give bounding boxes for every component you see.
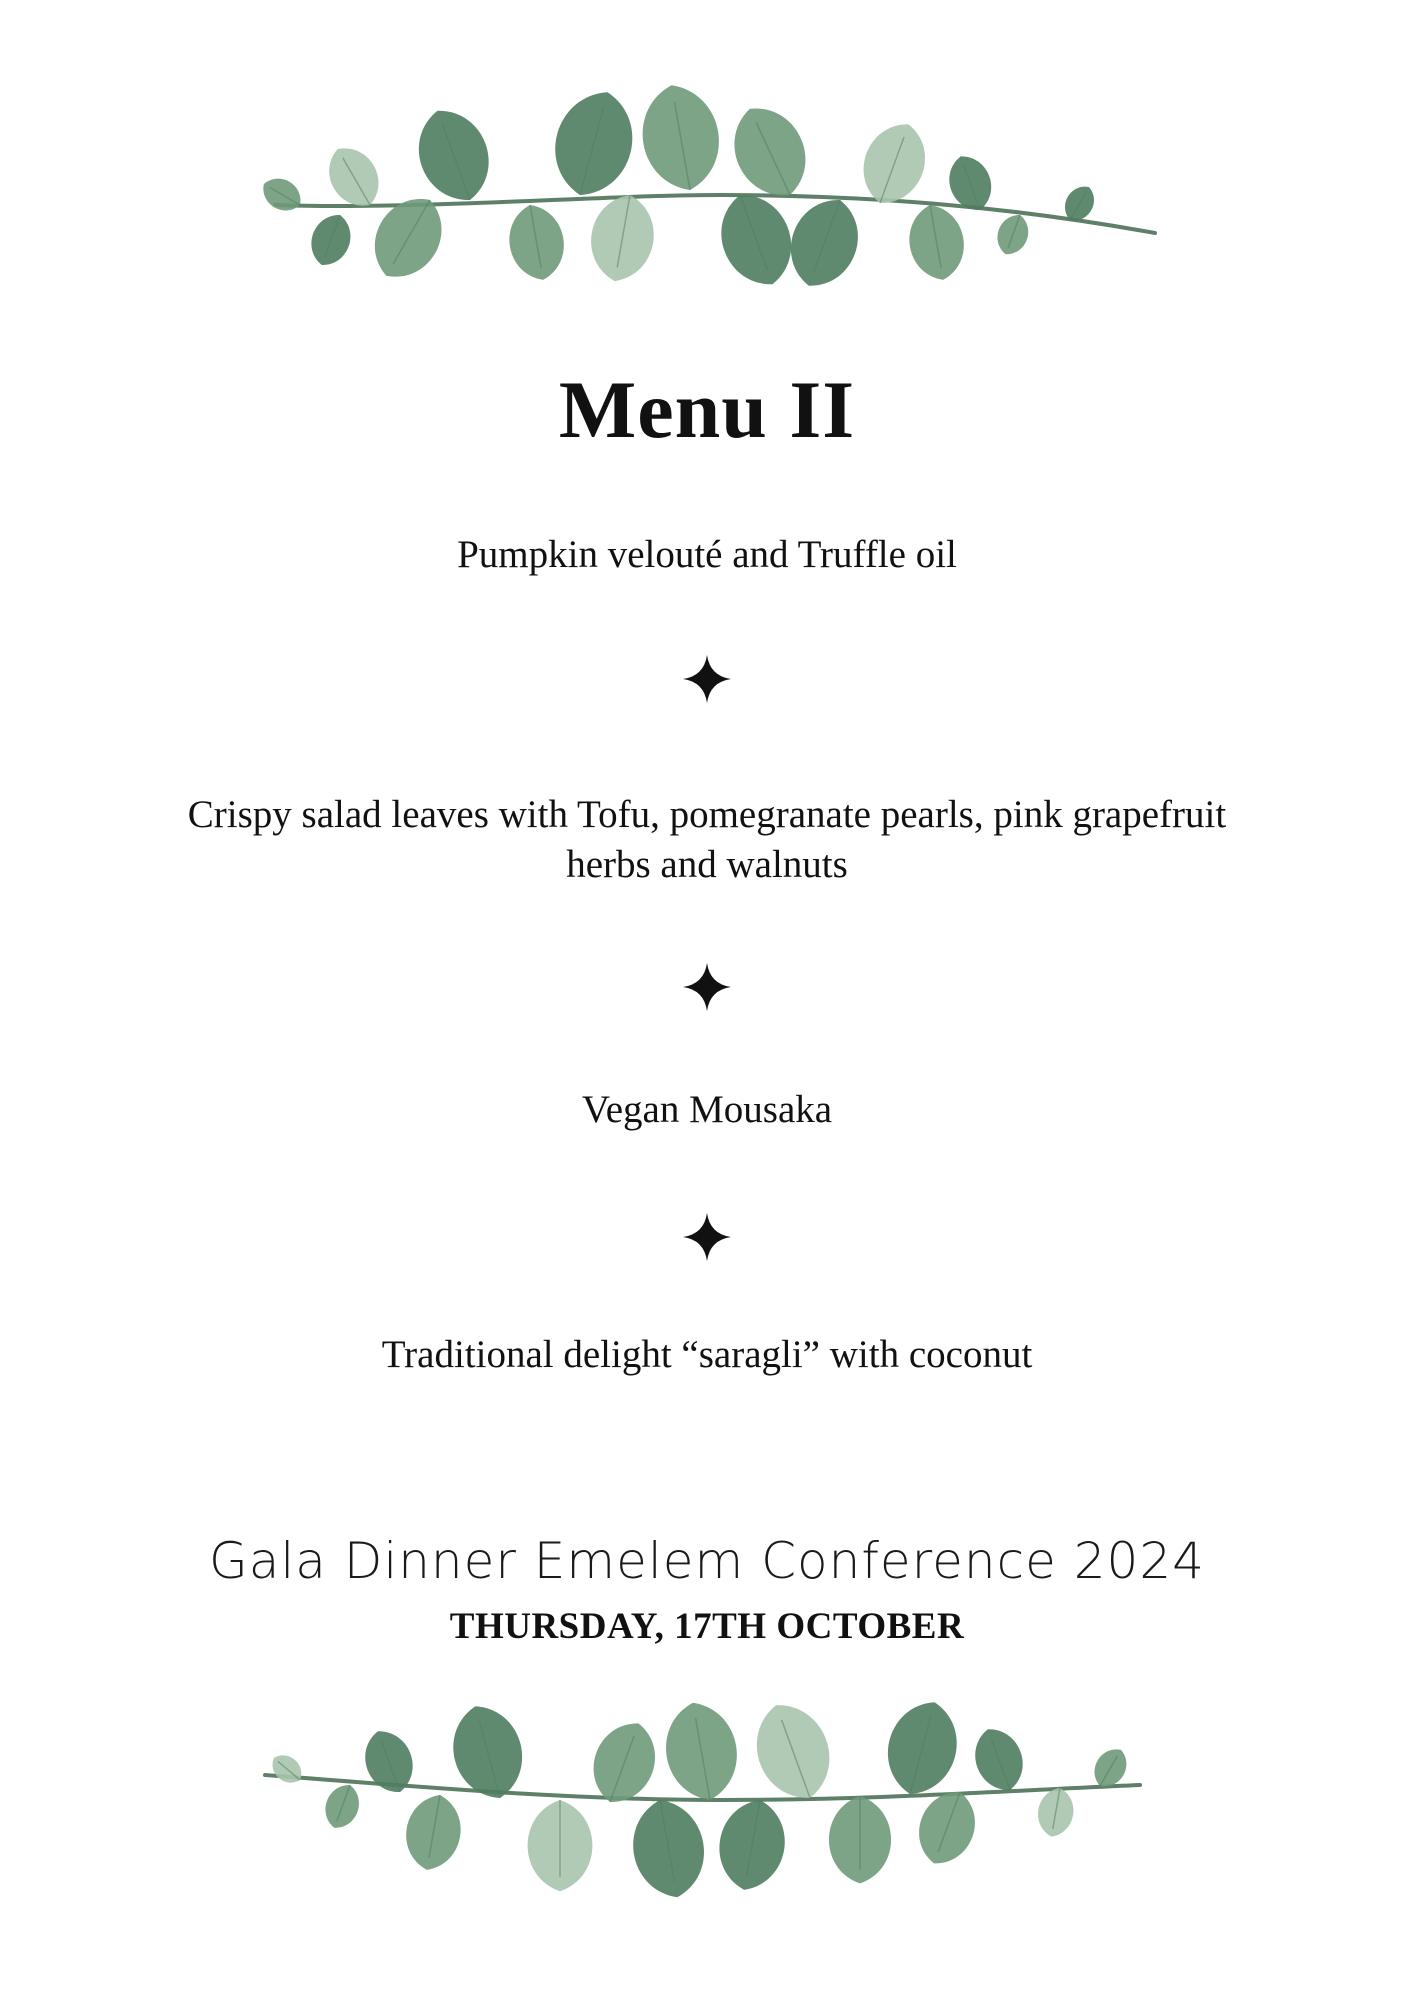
leaf-icon xyxy=(304,209,358,272)
leaf-icon xyxy=(658,1700,744,1806)
leaf-icon xyxy=(712,1794,792,1895)
leaf-icon xyxy=(406,99,502,211)
leaf-icon xyxy=(966,1721,1031,1797)
course-2: Crispy salad leaves with Tofu, pomegranate pearls, pink grapefruit herbs and walnuts xyxy=(187,793,1227,886)
leaf-icon xyxy=(584,190,660,287)
leaf-icon xyxy=(356,1723,421,1799)
leaf-icon xyxy=(400,1790,466,1874)
leaf-icon xyxy=(625,1794,711,1903)
leaf-icon xyxy=(743,1700,843,1810)
leaf-icon xyxy=(543,82,644,204)
leaf-icon xyxy=(319,1779,365,1833)
leaf-icon xyxy=(359,184,456,291)
eucalyptus-sprig-top-icon xyxy=(0,55,1414,305)
leaf-icon xyxy=(503,200,569,284)
leaf-icon xyxy=(634,79,727,197)
leaf-icon xyxy=(778,189,870,297)
course-3: Vegan Mousaka xyxy=(581,1088,833,1131)
leaf-icon xyxy=(877,1700,967,1803)
leaf-icon xyxy=(719,95,820,210)
leaf-icon xyxy=(992,210,1034,259)
leaf-icon xyxy=(256,171,307,218)
event-name: Gala Dinner Emelem Conference 2024 xyxy=(209,1532,1205,1590)
four-point-star-icon xyxy=(683,655,731,703)
four-point-star-icon xyxy=(683,963,731,1011)
eucalyptus-sprig-bottom-icon xyxy=(0,1700,1414,1950)
event-date: THURSDAY, 17TH OCTOBER xyxy=(449,1606,965,1647)
leaf-icon xyxy=(1034,1785,1077,1840)
menu-title: Menu II xyxy=(558,364,856,455)
leaf-icon xyxy=(903,200,969,284)
four-point-star-icon xyxy=(683,1213,731,1261)
leaf-icon xyxy=(829,1796,891,1883)
leaf-icon xyxy=(266,1749,308,1790)
course-4: Traditional delight “saragli” with coconut xyxy=(381,1333,1033,1376)
course-1: Pumpkin velouté and Truffle oil xyxy=(457,533,957,576)
leaf-icon xyxy=(528,1800,593,1891)
leaf-icon xyxy=(708,183,804,295)
